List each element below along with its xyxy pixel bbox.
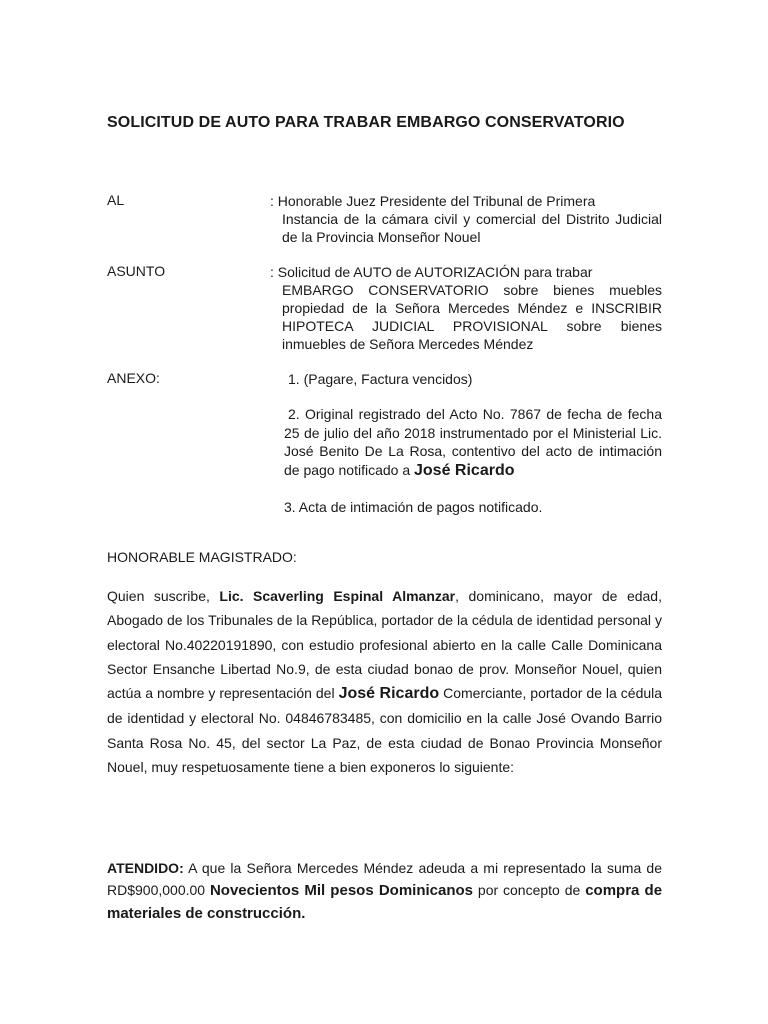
client-name: José Ricardo <box>338 685 440 703</box>
al-value-first-line: : Honorable Juez Presidente del Tribunal de Primera <box>270 193 596 209</box>
anexo-item-2-text: 2. Original registrado del Acto No. 7867 de fecha de fecha 25 de julio del año 2018 instrumentado por el Ministerial Lic. José Benito De La Rosa, contentivo del acto de intimación de pago notificado a <box>284 406 662 478</box>
body-text-2: , dominicano, mayor de edad, Abogado de los Tribunales de la República, portador de la cédula de identidad personal y electoral No.40220191890, con estudio profesional abierto en la calle Calle Dominicana Sector Ensanche Libertad No.9, de esta ciudad bonao de prov. Monseñor Nouel, quien actúa a nombre y representación del <box>107 588 662 702</box>
atendido-text-2: por concepto de <box>477 882 581 898</box>
asunto-label: ASUNTO <box>107 263 166 279</box>
al-label: AL <box>107 192 125 208</box>
body-paragraph <box>107 584 662 779</box>
asunto-value <box>270 263 662 353</box>
atendido-paragraph <box>107 857 662 925</box>
body-text-3: Comerciante, portador de la cédula de identidad y electoral No. 04846783485, con domicilio en la calle José Ovando Barrio Santa Rosa No. 45, del sector La Paz, de esta ciudad de Bonao Provincia Monseñor Nouel, muy respetuosamente tiene a bien exponeros lo siguiente: <box>107 685 663 776</box>
atendido-label: ATENDIDO: <box>107 860 184 876</box>
asunto-value-rest: EMBARGO CONSERVATORIO sobre bienes muebles propiedad de la Señora Mercedes Méndez e INSCRIBIR HIPOTECA JUDICIAL PROVISIONAL sobre bienes inmuebles de Señora Mercedes Méndez <box>282 282 662 352</box>
anexo-item-1: 1. (Pagare, Factura vencidos) <box>288 371 473 387</box>
body-text-1: Quien suscribe, <box>107 588 210 604</box>
anexo-item-3: 3. Acta de intimación de pagos notificado. <box>284 499 543 515</box>
concept-text: compra de materiales de construcción. <box>107 882 663 922</box>
document-title: SOLICITUD DE AUTO PARA TRABAR EMBARGO CONSERVATORIO <box>107 114 625 131</box>
amount-in-words: Novecientos Mil pesos Dominicanos <box>209 882 474 899</box>
anexo-item-2 <box>284 405 662 480</box>
salutation: HONORABLE MAGISTRADO: <box>107 549 297 565</box>
anexo-item-2-name: José Ricardo <box>414 461 515 479</box>
al-value <box>270 192 662 246</box>
al-value-rest: Instancia de la cámara civil y comercial del Distrito Judicial de la Provincia Monseñor Nouel <box>282 211 662 245</box>
lawyer-name: Lic. Scaverling Espinal Almanzar <box>219 588 456 604</box>
anexo-label: ANEXO: <box>107 370 160 386</box>
atendido-text-1: A que la Señora Mercedes Méndez adeuda a mi representado la suma de RD$900,000.00 <box>107 860 662 898</box>
asunto-value-first-line: : Solicitud de AUTO de AUTORIZACIÓN para trabar <box>270 264 593 280</box>
